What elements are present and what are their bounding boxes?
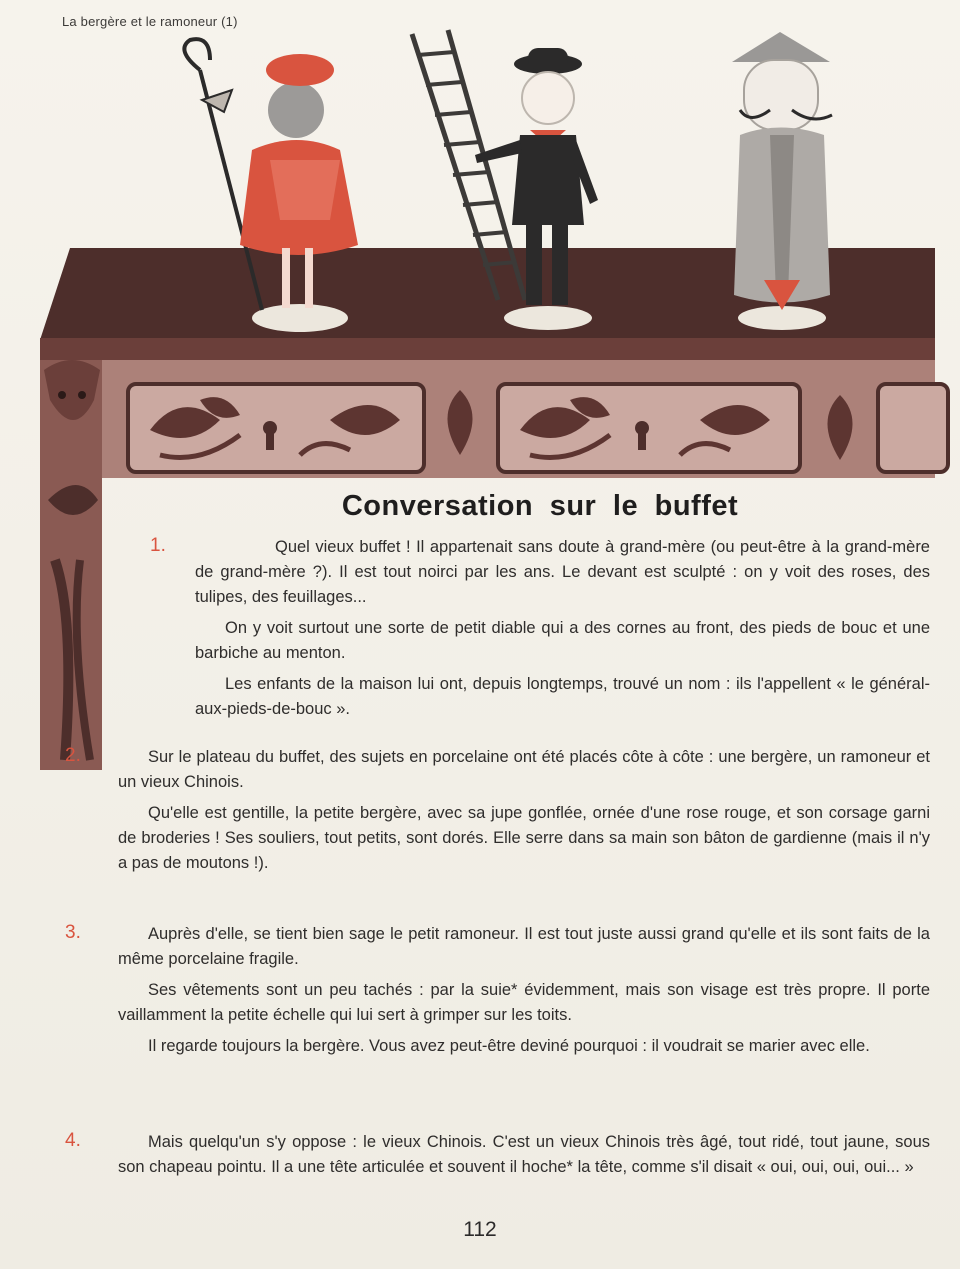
section-number: 1. [150,535,166,556]
buffet-edge [40,338,935,360]
section-4-text [118,1130,930,1186]
section-2-text [118,745,930,882]
carved-panel-right [498,384,800,472]
paragraph: Mais quelqu'un s'y oppose : le vieux Chinois. C'est un vieux Chinois très âgé, tout ridé, tout jaune, sous son chapeau pointu. Il a une tête articulée et souvent il hoche* la tête, comme s'il disait « oui, oui, oui, oui... » [118,1133,930,1176]
running-header: La bergère et le ramoneur (1) [62,14,238,29]
devil-carving [40,360,102,770]
section-number: 2. [65,745,81,766]
section-3-text [118,922,930,1065]
paragraph: Qu'elle est gentille, la petite bergère, avec sa jupe gonflée, ornée d'une rose rouge, et son corsage garni de broderies ! Ses souliers, tout petits, sont dorés. Elle serre dans sa main son bâton de gardienne (mais il n'y a pas de moutons !). [118,804,930,872]
paragraph: Quel vieux buffet ! Il appartenait sans doute à grand-mère (ou peut-être à la grand-mère de grand-mère ?). Il est tout noirci par les ans. Le devant est sculpté : on y voit des roses, des tulipes, des feuillages... [195,538,930,606]
paragraph: Ses vêtements sont un peu tachés : par la suie* évidemment, mais son visage est très propre. Il porte vaillamment la petite échelle qui lui sert à grimper sur les toits. [118,981,930,1024]
section-1-text [195,535,930,728]
paragraph: Sur le plateau du buffet, des sujets en porcelaine ont été placés côte à côte : une bergère, un ramoneur et un vieux Chinois. [118,748,930,791]
mandarin-figure [732,32,832,330]
page-number: 112 [463,1218,497,1241]
paragraph: Auprès d'elle, se tient bien sage le petit ramoneur. Il est tout juste aussi grand qu'elle et ils sont faits de la même porcelaine fragile. [118,925,930,968]
paragraph: Il regarde toujours la bergère. Vous avez peut-être deviné pourquoi : il voudrait se marier avec elle. [148,1037,870,1055]
page-title: Conversation sur le buffet [341,490,739,522]
section-number: 3. [65,922,81,943]
paragraph: On y voit surtout une sorte de petit diable qui a des cornes au front, des pieds de bouc et une barbiche au menton. [195,619,930,662]
carved-panel-edge [878,384,948,472]
paragraph: Les enfants de la maison lui ont, depuis longtemps, trouvé un nom : ils l'appellent « le général-aux-pieds-de-bouc ». [195,675,930,718]
section-number: 4. [65,1130,81,1151]
carved-panel-left [128,384,424,472]
